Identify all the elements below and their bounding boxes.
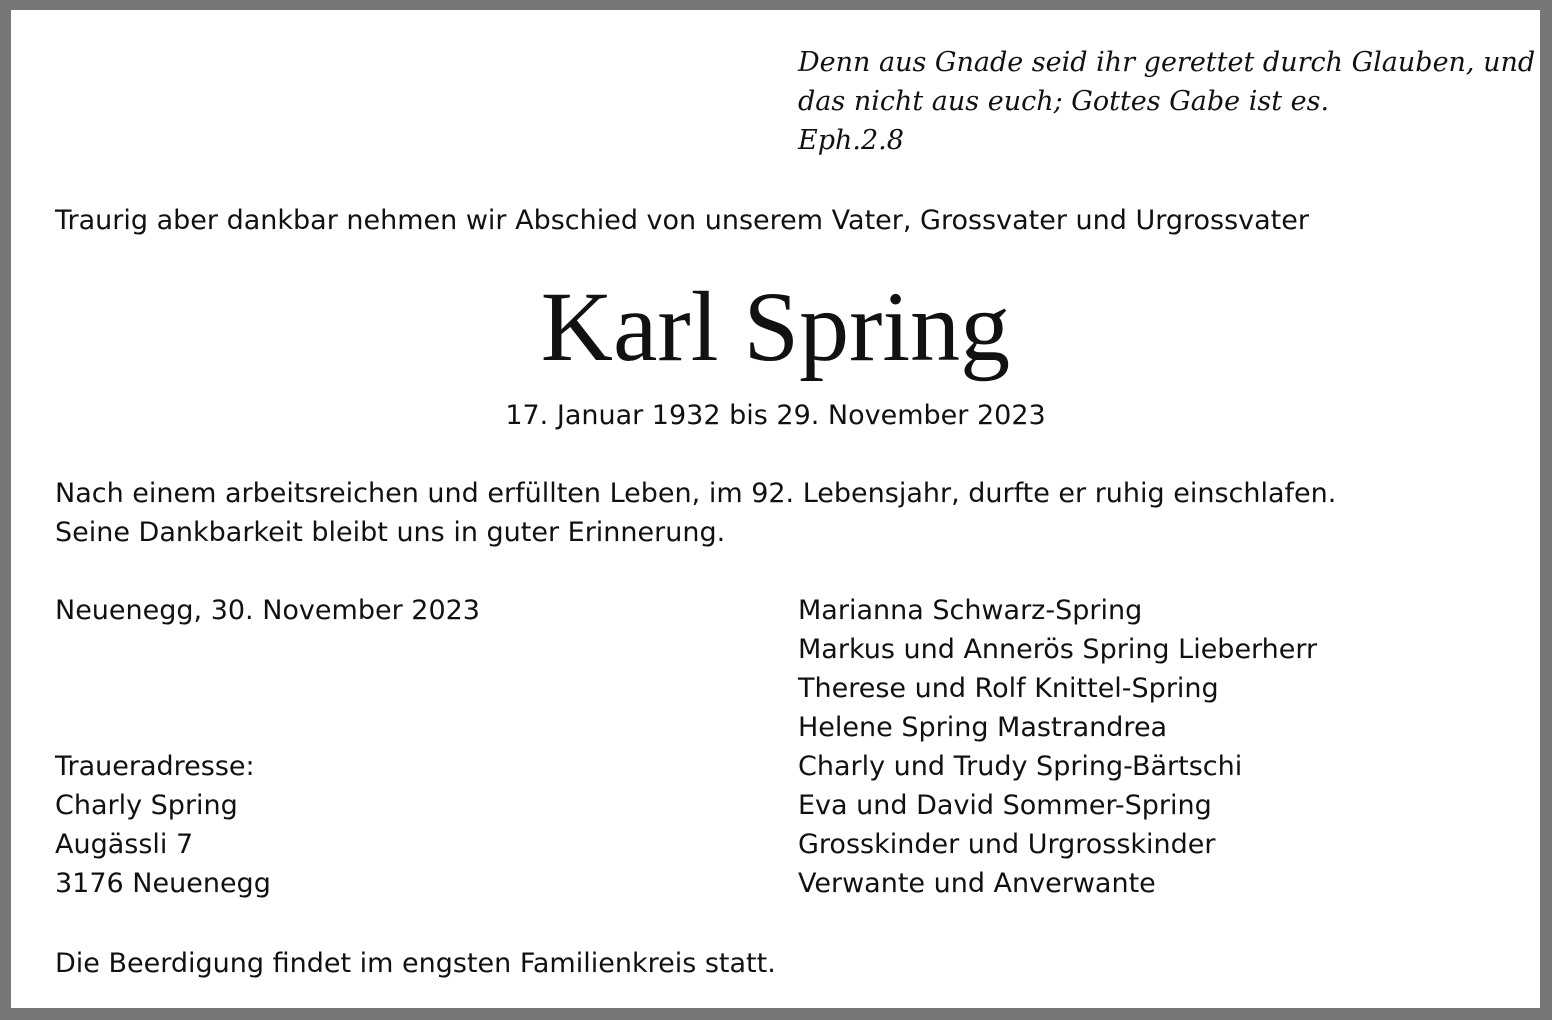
quote-reference: Eph.2.8 [798, 125, 904, 156]
life-dates: 17. Januar 1932 bis 29. November 2023 [505, 400, 1046, 431]
quote-line: Denn aus Gnade seid ihr gerettet durch Glauben, und [798, 47, 1536, 78]
deceased-name: Karl Spring [540, 271, 1011, 382]
bible-quote [798, 43, 1535, 160]
mourner: Verwante und Anverwante [798, 868, 1156, 899]
mourner: Marianna Schwarz-Spring [798, 595, 1143, 626]
address-line: 3176 Neuenegg [55, 868, 271, 899]
address-line: Augässli 7 [55, 829, 194, 860]
funeral-note: Die Beerdigung findet im engsten Familienkreis statt. [55, 948, 776, 979]
body-line: Nach einem arbeitsreichen und erfüllten Leben, im 92. Lebensjahr, durfte er ruhig einschlafen. [55, 478, 1337, 509]
address-label: Traueradresse: [55, 751, 255, 782]
quote-line: das nicht aus euch; Gottes Gabe ist es. [798, 86, 1330, 117]
mourner: Eva und David Sommer-Spring [798, 790, 1212, 821]
mourning-address [55, 747, 271, 903]
mourners-list [798, 591, 1317, 903]
mourner: Charly und Trudy Spring-Bärtschi [798, 751, 1243, 782]
address-line: Charly Spring [55, 790, 238, 821]
body-text [55, 474, 1336, 552]
body-line: Seine Dankbarkeit bleibt uns in guter Erinnerung. [55, 517, 726, 548]
obituary-page [11, 10, 1540, 1008]
mourner: Markus und Annerös Spring Lieberherr [798, 634, 1318, 665]
mourner: Grosskinder und Urgrosskinder [798, 829, 1216, 860]
mourner: Helene Spring Mastrandrea [798, 712, 1168, 743]
intro-text: Traurig aber dankbar nehmen wir Abschied von unserem Vater, Grossvater und Urgrossvater [55, 205, 1309, 236]
mourner: Therese und Rolf Knittel-Spring [798, 673, 1219, 704]
place-date: Neuenegg, 30. November 2023 [55, 595, 480, 626]
